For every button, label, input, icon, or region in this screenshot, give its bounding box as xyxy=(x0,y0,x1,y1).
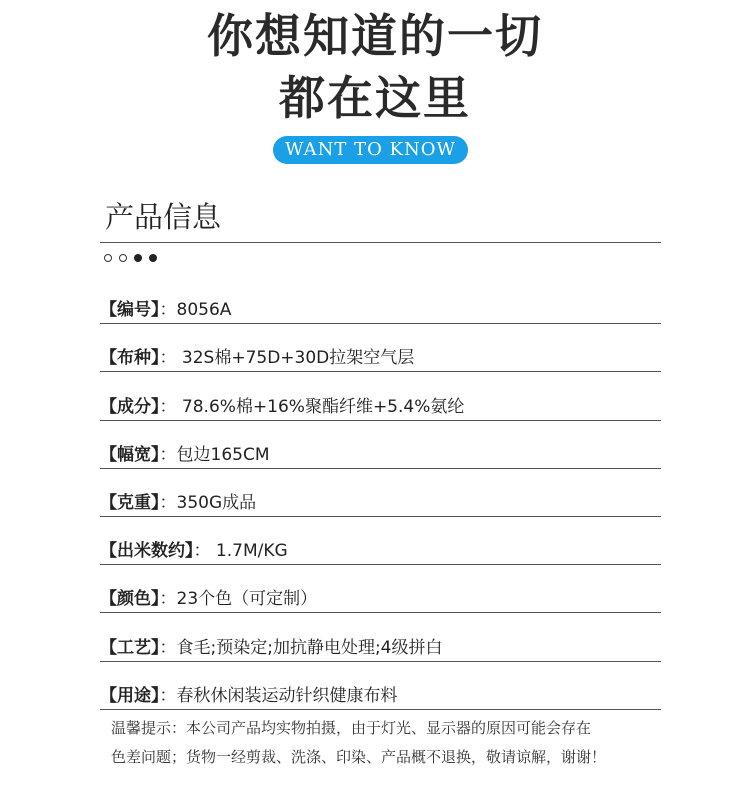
spec-separator: ： xyxy=(159,492,177,513)
spec-value: 食毛;预染定;加抗静电处理;4级拼白 xyxy=(176,637,443,658)
spec-separator: ： xyxy=(159,396,177,417)
spec-separator: ： xyxy=(159,637,177,658)
spec-row-meters xyxy=(100,517,661,565)
spec-label: 【颜色】 xyxy=(100,589,160,610)
spec-row-width xyxy=(100,421,661,469)
spec-label: 【编号】 xyxy=(100,300,160,321)
open-dot-icon xyxy=(119,254,127,262)
row-divider xyxy=(100,709,661,710)
spec-label: 【工艺】 xyxy=(100,637,160,658)
headline-line-1: 你想知道的一切 xyxy=(207,9,543,63)
spec-value: 350G成品 xyxy=(176,492,257,513)
spec-label: 【克重】 xyxy=(100,492,160,513)
spec-list xyxy=(100,276,661,710)
spec-label: 【用途】 xyxy=(100,685,160,706)
spec-row-fabric xyxy=(100,324,661,372)
open-dot-icon xyxy=(104,254,112,262)
spec-separator: ： xyxy=(159,685,177,706)
decorative-dots xyxy=(104,254,157,262)
spec-separator: ： xyxy=(159,589,177,610)
spec-row-process xyxy=(100,613,661,661)
spec-value: 8056A xyxy=(176,300,232,321)
spec-separator: ： xyxy=(159,300,177,321)
section-title: 产品信息 xyxy=(105,200,222,234)
notice-line-1: 温馨提示：本公司产品均实物拍摄，由于灯光、显示器的原因可能会存在 xyxy=(111,719,592,737)
spec-row-color xyxy=(100,565,661,613)
spec-label: 【成分】 xyxy=(100,396,160,417)
spec-row-usage xyxy=(100,662,661,710)
filled-dot-icon xyxy=(134,254,142,262)
spec-label: 【幅宽】 xyxy=(100,444,160,465)
spec-value: 23个色（可定制） xyxy=(176,589,318,610)
spec-value: 包边165CM xyxy=(176,444,270,465)
spec-label: 【布种】 xyxy=(100,348,160,369)
spec-value: 1.7M/KG xyxy=(210,541,288,562)
headline-line-2: 都在这里 xyxy=(279,71,471,125)
section-title-divider xyxy=(100,242,661,243)
filled-dot-icon xyxy=(149,254,157,262)
spec-value: 32S棉+75D+30D拉架空气层 xyxy=(176,348,415,369)
spec-separator: ： xyxy=(159,444,177,465)
spec-separator: ： xyxy=(159,348,177,369)
spec-row-weight xyxy=(100,469,661,517)
notice-line-2: 色差问题；货物一经剪裁、洗涤、印染、产品概不退换，敬请谅解，谢谢！ xyxy=(111,748,607,766)
spec-separator: ： xyxy=(193,541,211,562)
spec-value: 78.6%棉+16%聚酯纤维+5.4%氨纶 xyxy=(176,396,465,417)
spec-value: 春秋休闲装运动针织健康布料 xyxy=(176,685,398,706)
want-to-know-badge: WANT TO KNOW xyxy=(273,136,468,164)
spec-row-composition xyxy=(100,372,661,420)
spec-row-code xyxy=(100,276,661,324)
spec-label: 【出米数约】 xyxy=(100,541,194,562)
